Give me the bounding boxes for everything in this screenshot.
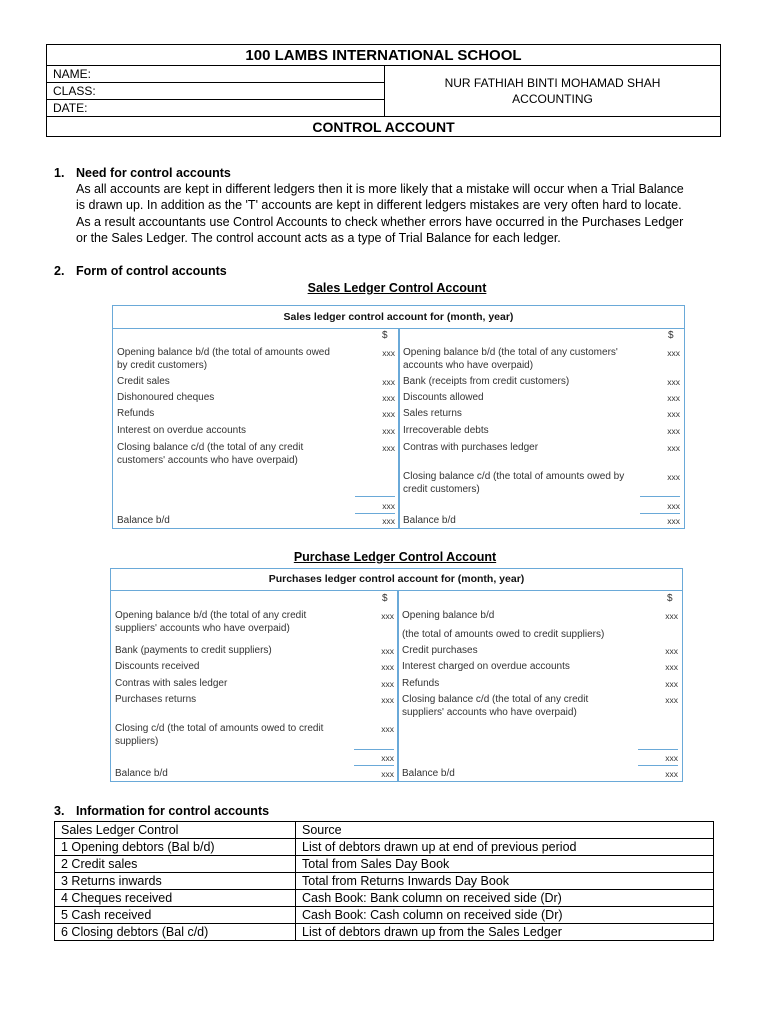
section1-heading: Need for control accounts (76, 166, 231, 180)
sales-ledger-table (112, 305, 685, 529)
sales-credit-amount: xxx (667, 377, 680, 387)
topic-title: CONTROL ACCOUNT (312, 119, 455, 135)
sales-credit-amount: xxx (667, 443, 680, 453)
purchase-left-total-line (354, 749, 394, 750)
purchase-right-total-line (638, 765, 678, 766)
table-cell: List of debtors drawn up at end of previous period (296, 839, 714, 856)
sales-debit-item: Credit sales (117, 376, 170, 387)
sales-debit-item: Opening balance b/d (the total of amounts owed by credit customers) (117, 347, 330, 371)
sales-credit-item: Sales returns (403, 408, 462, 419)
sales-debit-amount: xxx (382, 377, 395, 387)
purchase-divider (397, 590, 399, 781)
sales-right-currency: $ (668, 330, 674, 341)
sales-left-total-line (355, 513, 395, 514)
column-header: Sales Ledger Control (55, 822, 296, 839)
section1-line: is drawn up. In addition as the 'T' accounts are kept in different ledgers mistakes are very often hard to locate. (76, 198, 682, 213)
sales-table-head: Sales ledger control account for (month, year) (113, 306, 684, 329)
table-cell: Cash Book: Bank column on received side (Dr) (296, 890, 714, 907)
purchase-debit-amount: xxx (381, 769, 394, 779)
purchase-debit-amount: xxx (381, 724, 394, 734)
sales-debit-balance: Balance b/d (117, 515, 170, 526)
section1-number: 1. (54, 166, 65, 180)
sales-debit-amount: xxx (382, 409, 395, 419)
purchase-left-total-line (354, 765, 394, 766)
table-cell: 5 Cash received (55, 907, 296, 924)
section2-number: 2. (54, 264, 65, 278)
purchase-credit-amount: xxx (665, 611, 678, 621)
sales-debit-item: Closing balance c/d (the total of any credit customers' accounts who have overpaid) (117, 442, 304, 466)
purchase-table-head: Purchases ledger control account for (month, year) (111, 569, 682, 591)
sales-credit-item: Opening balance b/d (the total of any customers' accounts who have overpaid) (403, 347, 618, 371)
table-row (55, 873, 714, 890)
table-row (55, 924, 714, 941)
purchase-debit-amount: xxx (381, 646, 394, 656)
purchase-ledger-title: Purchase Ledger Control Account (293, 550, 497, 564)
purchase-debit-item: Purchases returns (115, 694, 197, 705)
purchase-credit-item: Closing balance c/d (the total of any credit suppliers' accounts who have overpaid) (402, 694, 589, 718)
purchase-debit-item: Opening balance b/d (the total of any credit suppliers' accounts who have overpaid) (115, 610, 307, 634)
section1-line: or the Sales Ledger. The control account acts as a type of Trial Balance for each ledger. (76, 231, 561, 246)
table-row (55, 856, 714, 873)
purchase-debit-amount: xxx (381, 679, 394, 689)
section3-number: 3. (54, 804, 65, 818)
purchase-credit-total: xxx (665, 753, 678, 763)
control-info-table (54, 821, 714, 941)
table-cell: List of debtors drawn up from the Sales Ledger (296, 924, 714, 941)
purchase-debit-balance: Balance b/d (115, 768, 168, 779)
purchase-debit-item: Bank (payments to credit suppliers) (115, 645, 272, 656)
purchase-debit-amount: xxx (381, 695, 394, 705)
sales-debit-item: Refunds (117, 408, 155, 419)
purchase-credit-amount: xxx (665, 646, 678, 656)
sales-credit-item: Bank (receipts from credit customers) (403, 376, 570, 387)
teacher-block (385, 66, 720, 117)
sales-debit-amount: xxx (382, 426, 395, 436)
sales-credit-balance: Balance b/d (403, 515, 456, 526)
section3-heading: Information for control accounts (76, 804, 270, 818)
sales-right-total-line (640, 496, 680, 497)
table-cell: Total from Returns Inwards Day Book (296, 873, 714, 890)
sales-divider (398, 328, 400, 528)
purchase-credit-amount: xxx (665, 695, 678, 705)
purchase-debit-amount: xxx (381, 662, 394, 672)
sales-left-total-line (355, 496, 395, 497)
subject-name: ACCOUNTING (512, 92, 593, 106)
sales-credit-amount: xxx (667, 426, 680, 436)
sales-credit-total: xxx (667, 501, 680, 511)
sales-credit-item: Contras with purchases ledger (403, 442, 539, 453)
section2-heading: Form of control accounts (76, 264, 227, 278)
sales-left-currency: $ (382, 330, 388, 341)
name-field: NAME: (47, 66, 385, 83)
sales-debit-item: Interest on overdue accounts (117, 425, 246, 436)
table-row (55, 890, 714, 907)
class-field: CLASS: (47, 83, 385, 100)
header-box (46, 44, 721, 137)
purchase-debit-item: Discounts received (115, 661, 200, 672)
table-header-row (55, 822, 714, 839)
sales-debit-amount: xxx (382, 516, 395, 526)
sales-credit-amount: xxx (667, 393, 680, 403)
table-row (55, 907, 714, 924)
sales-debit-amount: xxx (382, 443, 395, 453)
sales-right-total-line (640, 513, 680, 514)
section1-body (76, 181, 726, 247)
purchase-credit-balance: Balance b/d (402, 768, 455, 779)
table-cell: 2 Credit sales (55, 856, 296, 873)
sales-credit-item: Irrecoverable debts (403, 425, 489, 436)
purchase-credit-item: Opening balance b/d (402, 610, 495, 621)
table-cell: 4 Cheques received (55, 890, 296, 907)
purchase-credit-item: Interest charged on overdue accounts (402, 661, 570, 672)
purchase-credit-item: Credit purchases (402, 645, 478, 656)
table-cell: Cash Book: Cash column on received side (Dr) (296, 907, 714, 924)
purchase-debit-total: xxx (381, 753, 394, 763)
table-row (55, 839, 714, 856)
purchase-credit-amount: xxx (665, 679, 678, 689)
sales-debit-item: Dishonoured cheques (117, 392, 215, 403)
purchase-credit-item: Refunds (402, 678, 440, 689)
sales-credit-item: Closing balance c/d (the total of amounts owed by credit customers) (403, 471, 625, 495)
purchase-credit-amount: xxx (665, 662, 678, 672)
sales-debit-amount: xxx (382, 393, 395, 403)
purchase-credit-amount: xxx (665, 769, 678, 779)
purchase-left-currency: $ (382, 593, 388, 604)
sales-credit-amount: xxx (667, 348, 680, 358)
sales-ledger-title: Sales Ledger Control Account (307, 281, 487, 295)
column-header: Source (296, 822, 714, 839)
table-cell: Total from Sales Day Book (296, 856, 714, 873)
purchase-right-total-line (638, 749, 678, 750)
date-field: DATE: (47, 100, 385, 117)
sales-debit-amount: xxx (382, 348, 395, 358)
sales-credit-amount: xxx (667, 472, 680, 482)
section1-line: As a result accountants use Control Accounts to check whether errors have occurred in the Purchases Ledger (76, 214, 684, 229)
sales-debit-total: xxx (382, 501, 395, 511)
purchase-ledger-table (110, 568, 683, 782)
school-name: 100 LAMBS INTERNATIONAL SCHOOL (47, 45, 720, 66)
table-cell: 3 Returns inwards (55, 873, 296, 890)
purchase-debit-item: Contras with sales ledger (115, 678, 228, 689)
sales-credit-item: Discounts allowed (403, 392, 484, 403)
table-cell: 6 Closing debtors (Bal c/d) (55, 924, 296, 941)
section1-line: As all accounts are kept in different ledgers then it is more likely that a mistake will occur when a Trial Balance (76, 182, 684, 196)
teacher-name: NUR FATHIAH BINTI MOHAMAD SHAH (444, 76, 661, 90)
purchase-debit-item: Closing c/d (the total of amounts owed to credit suppliers) (115, 723, 324, 747)
purchase-right-currency: $ (667, 593, 673, 604)
purchase-credit-item: (the total of amounts owed to credit suppliers) (402, 629, 605, 640)
sales-credit-amount: xxx (667, 409, 680, 419)
purchase-debit-amount: xxx (381, 611, 394, 621)
sales-credit-amount: xxx (667, 516, 680, 526)
table-cell: 1 Opening debtors (Bal b/d) (55, 839, 296, 856)
